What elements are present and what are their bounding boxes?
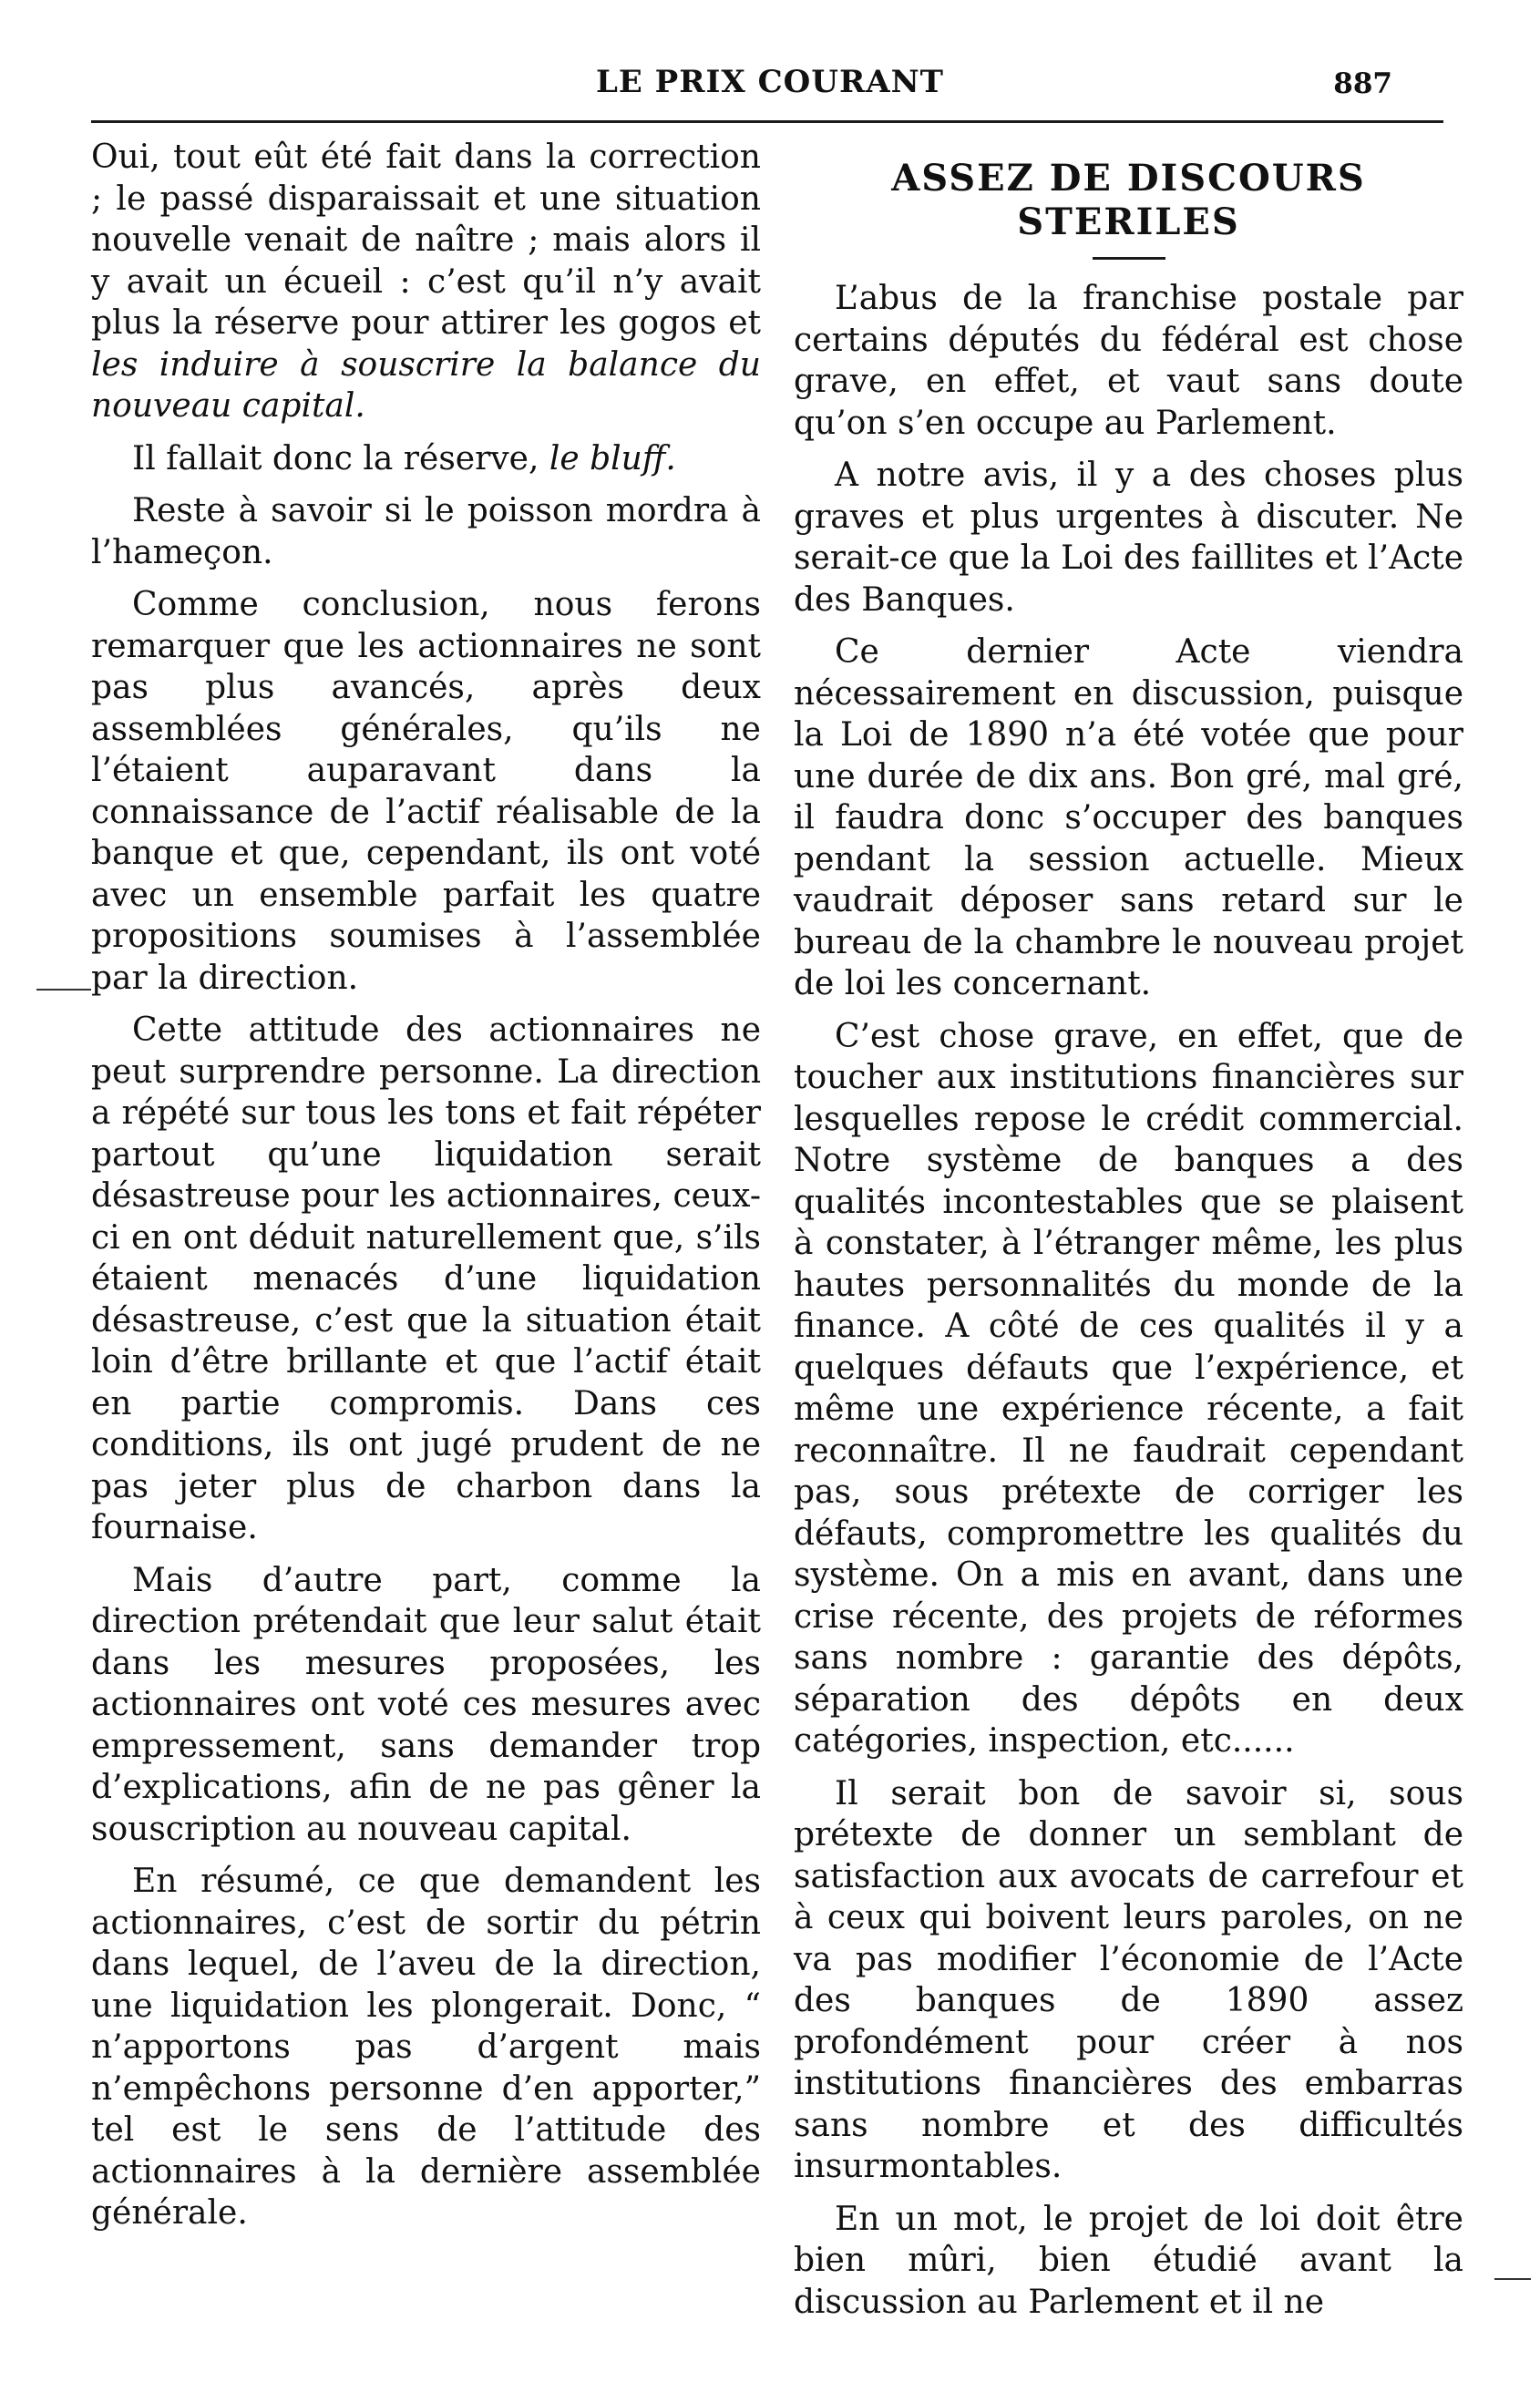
right-paragraph-1: L’abus de la franchise postale par certains députés du fédéral est chose grave, en effet, et vaut sans doute qu’on s’en occupe au Parlement. <box>794 280 1463 442</box>
left-p2-italic: le bluff. <box>549 439 676 477</box>
title-rule <box>1093 257 1165 260</box>
left-paragraph-7: En résumé, ce que demandent les actionnaires, c’est de sortir du pétrin dans lequel, de l’aveu de la direction, une liquidation les plongerait. Donc, “ n’apportons pas d’argent mais n’empêchons personne d’en apporter,” tel est le sens de l’attitude des actionnaires à la dernière assemblée générale. <box>91 1863 761 2232</box>
margin-mark <box>1494 2278 1531 2280</box>
page-number: 887 <box>1333 67 1392 100</box>
left-paragraph-1 <box>91 137 761 427</box>
right-paragraph-5: Il serait bon de savoir si, sous prétexte de donner un semblant de satisfaction aux avocats de carrefour et à ceux qui boivent leurs paroles, on ne va pas modifier l’économie de l’Acte des banques de 1890 assez profondément pour créer à nos institutions financières des embarras sans nombre et des difficultés insurmontables. <box>794 1774 1463 2185</box>
left-paragraph-4: Comme conclusion, nous ferons remarquer que les actionnaires ne sont pas plus avancés, après deux assemblées générales, qu’ils ne l’étaient auparavant dans la connaissance de l’actif réalisable de la banque et que, cependant, ils ont voté avec un ensemble parfait les quatre propositions soumises à l’assemblée par la direction. <box>91 586 761 997</box>
left-paragraph-3: Reste à savoir si le poisson mordra à l’hameçon. <box>91 492 761 571</box>
left-p1-text: Oui, tout eût été fait dans la correction ; le passé disparaissait et une situation nouvelle venait de naître ; mais alors il y avait un écueil : c’est qu’il n’y avait plus la réserve pour attirer les gogos et <box>91 139 761 342</box>
right-paragraph-2: A notre avis, il y a des choses plus graves et plus urgentes à discuter. Ne serait-ce que la Loi des faillites et l’Acte des Banques. <box>794 457 1463 619</box>
left-p2-text: Il fallait donc la réserve, <box>132 439 549 477</box>
right-paragraph-4: C’est chose grave, en effet, que de toucher aux institutions financières sur lesquelles repose le crédit commercial. Notre système de banques a des qualités incontestables que se plaisent à constater, à l’étranger même, les plus hautes personnalités du monde de la finance. A côté de ces qualités il y a quelques défauts que l’expérience, et même une expérience récente, a fait reconnaître. Il ne faudrait cependant pas, sous prétexte de corriger les défauts, compromettre les qualités du système. On a mis en avant, dans une crise récente, des projets de réformes sans nombre : garantie des dépôts, séparation des dépôts en deux catégories, inspection, etc...... <box>794 1017 1463 1760</box>
right-paragraph-3: Ce dernier Acte viendra nécessairement en discussion, puisque la Loi de 1890 n’a été votée que pour une durée de dix ans. Bon gré, mal gré, il faudra donc s’occuper des banques pendant la session actuelle. Mieux vaudrait déposer sans retard sur le bureau de la chambre le nouveau projet de loi les concernant. <box>794 633 1463 1002</box>
left-paragraph-5: Cette attitude des actionnaires ne peut surprendre personne. La direction a répété sur tous les tons et fait répéter partout qu’une liquidation serait désastreuse pour les actionnaires, ceux-ci en ont déduit naturellement que, s’ils étaient menacés d’une liquidation désastreuse, c’est que la situation était loin d’être brillante et que l’actif était en partie compromis. Dans ces conditions, ils ont jugé prudent de ne pas jeter plus de charbon dans la fournaise. <box>91 1011 761 1546</box>
margin-mark <box>36 989 91 991</box>
running-head <box>91 64 1449 109</box>
left-paragraph-6: Mais d’autre part, comme la direction prétendait que leur salut était dans les mesures proposées, les actionnaires ont voté ces mesures avec empressement, sans demander trop d’explications, afin de ne pas gêner la souscription au nouveau capital. <box>91 1561 761 1848</box>
right-paragraph-6: En un mot, le projet de loi doit être bien mûri, bien étudié avant la discussion au Parlement et il ne <box>794 2200 1463 2321</box>
left-paragraph-2 <box>91 438 761 480</box>
running-title: LE PRIX COURANT <box>596 64 944 100</box>
right-column <box>794 137 1463 2334</box>
left-column <box>91 137 761 2245</box>
section-title: ASSEZ DE DISCOURS STERILES <box>891 157 1366 243</box>
left-p1-italic: les induire à souscrire la balance du nouveau capital. <box>91 345 761 425</box>
header-rule <box>91 120 1443 123</box>
